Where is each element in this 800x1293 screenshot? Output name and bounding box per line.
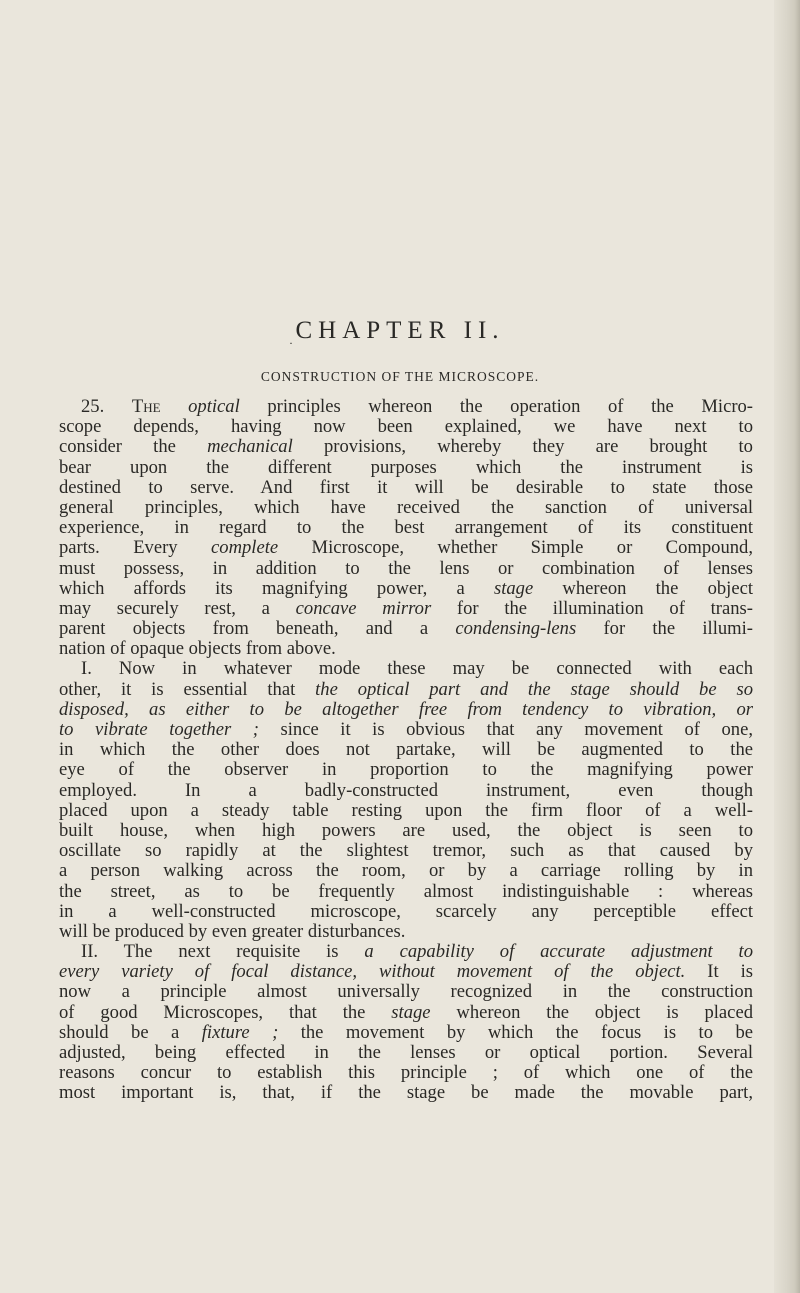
- text-segment: It is: [685, 961, 753, 983]
- text-line: [59, 659, 753, 679]
- text-segment: the street, as to be frequently almost indistinguishable : whereas: [59, 880, 753, 902]
- text-line: [59, 700, 753, 720]
- text-segment: Microscope, whether Simple or Compound,: [278, 537, 753, 559]
- italic-text: to vibrate together ;: [59, 719, 259, 740]
- text-segment: whereon the object is placed: [430, 1001, 753, 1023]
- text-segment: will be produced by even greater disturbances.: [59, 920, 406, 942]
- text-line: [59, 760, 753, 780]
- text-line: [59, 1063, 753, 1083]
- text-line: [59, 1083, 753, 1103]
- text-line: [59, 538, 753, 558]
- text-segment: the movement by which the focus is to be: [278, 1021, 754, 1043]
- text-segment: oscillate so rapidly at the slightest tremor, such as that caused by: [59, 840, 753, 862]
- text-segment: a person walking across the room, or by a carriage rolling by in: [59, 860, 753, 882]
- text-segment: adjusted, being effected in the lenses or optical portion. Several: [59, 1042, 753, 1063]
- italic-text: concave mirror: [295, 597, 432, 619]
- text-segment: for the illumi-: [576, 618, 753, 640]
- text-line: [59, 417, 753, 437]
- text-line: [59, 841, 753, 861]
- text-segment: placed upon a steady table resting upon the firm floor of a well-: [59, 799, 753, 821]
- italic-text: a capability of accurate adjustment to: [364, 941, 753, 963]
- italic-text: stage: [493, 577, 534, 599]
- text-line: [59, 437, 753, 457]
- text-segment: II. The next requisite is: [81, 941, 365, 963]
- text-line: [59, 942, 753, 962]
- text-segment: in a well-constructed microscope, scarcely any perceptible effect: [59, 900, 753, 922]
- chapter-title: [0, 316, 800, 350]
- text-segment: experience, in regard to the best arrangement of its constituent: [59, 517, 753, 539]
- italic-text: every variety of focal distance, without movement of the object.: [59, 961, 686, 983]
- page-edge-shadow: [774, 0, 800, 1293]
- text-line: [59, 559, 753, 579]
- text-segment: [161, 396, 189, 417]
- text-segment: parts. Every: [59, 537, 212, 559]
- text-line: [59, 962, 753, 982]
- text-line: [59, 781, 753, 801]
- text-line: [59, 861, 753, 881]
- text-segment: in which the other does not partake, will be augmented to the: [59, 739, 753, 761]
- chapter-title-text: CHAPTER II.: [295, 317, 505, 344]
- italic-text: mechanical: [207, 436, 293, 458]
- text-line: [59, 982, 753, 1002]
- text-segment: provisions, whereby they are brought to: [292, 436, 753, 458]
- text-segment: I. Now in whatever mode these may be connected with each: [81, 658, 753, 680]
- text-segment: for the illumination of trans-: [431, 597, 753, 619]
- body-text: [59, 397, 753, 1104]
- text-line: [59, 922, 753, 942]
- text-segment: other, it is essential that: [59, 678, 316, 700]
- text-segment: The: [131, 396, 161, 417]
- text-line: [59, 740, 753, 760]
- text-segment: general principles, which have received the sanction of universal: [59, 496, 753, 518]
- italic-text: the optical part and the stage should be so: [315, 678, 753, 700]
- text-line: [59, 498, 753, 518]
- text-segment: scope depends, having now been explained, we have next to: [59, 416, 753, 438]
- text-segment: may securely rest, a: [59, 597, 296, 619]
- text-segment: principles whereon the operation of the Micro-: [239, 396, 754, 417]
- text-segment: since it is obvious that any movement of one,: [258, 719, 753, 740]
- italic-text: optical: [188, 396, 240, 417]
- text-segment: eye of the observer in proportion to the magnifying power: [59, 759, 753, 781]
- text-line: [59, 599, 753, 619]
- text-line: [59, 680, 753, 700]
- text-line: [59, 1023, 753, 1043]
- text-segment: 25.: [81, 396, 132, 417]
- text-segment: parent objects from beneath, and a: [59, 618, 456, 640]
- stray-mark: ·: [289, 336, 293, 350]
- text-segment: nation of opaque objects from above.: [59, 638, 336, 660]
- text-line: [59, 478, 753, 498]
- text-line: [59, 397, 753, 417]
- text-segment: now a principle almost universally recognized in the construction: [59, 981, 753, 1003]
- italic-text: condensing-lens: [455, 618, 577, 640]
- text-segment: must possess, in addition to the lens or combination of lenses: [59, 557, 753, 579]
- text-segment: whereon the object: [533, 577, 753, 599]
- text-line: [59, 902, 753, 922]
- text-line: [59, 801, 753, 821]
- text-segment: of good Microscopes, that the: [59, 1001, 392, 1023]
- text-line: [59, 458, 753, 478]
- text-line: [59, 579, 753, 599]
- text-segment: reasons concur to establish this principle ; of which one of the: [59, 1062, 753, 1084]
- text-line: [59, 821, 753, 841]
- italic-text: disposed, as either to be altogether free from tendency to vibration, or: [59, 698, 753, 720]
- text-segment: which affords its magnifying power, a: [59, 577, 494, 599]
- text-line: [59, 1003, 753, 1023]
- italic-text: complete: [211, 537, 279, 559]
- italic-text: stage: [391, 1001, 431, 1023]
- text-segment: employed. In a badly-constructed instrument, even though: [59, 779, 753, 801]
- text-segment: consider the: [59, 436, 208, 458]
- text-segment: most important is, that, if the stage be made the movable part,: [59, 1082, 753, 1104]
- text-line: [59, 882, 753, 902]
- text-segment: built house, when high powers are used, the object is seen to: [59, 819, 753, 841]
- text-line: [59, 1043, 753, 1063]
- text-line: [59, 518, 753, 538]
- text-line: [59, 639, 753, 659]
- section-title: CONSTRUCTION OF THE MICROSCOPE.: [260, 369, 540, 384]
- text-segment: should be a: [59, 1021, 202, 1043]
- text-segment: destined to serve. And first it will be desirable to state those: [59, 476, 753, 498]
- text-line: [59, 619, 753, 639]
- italic-text: fixture ;: [201, 1021, 279, 1043]
- text-segment: bear upon the different purposes which the instrument is: [59, 456, 753, 478]
- text-line: [59, 720, 753, 740]
